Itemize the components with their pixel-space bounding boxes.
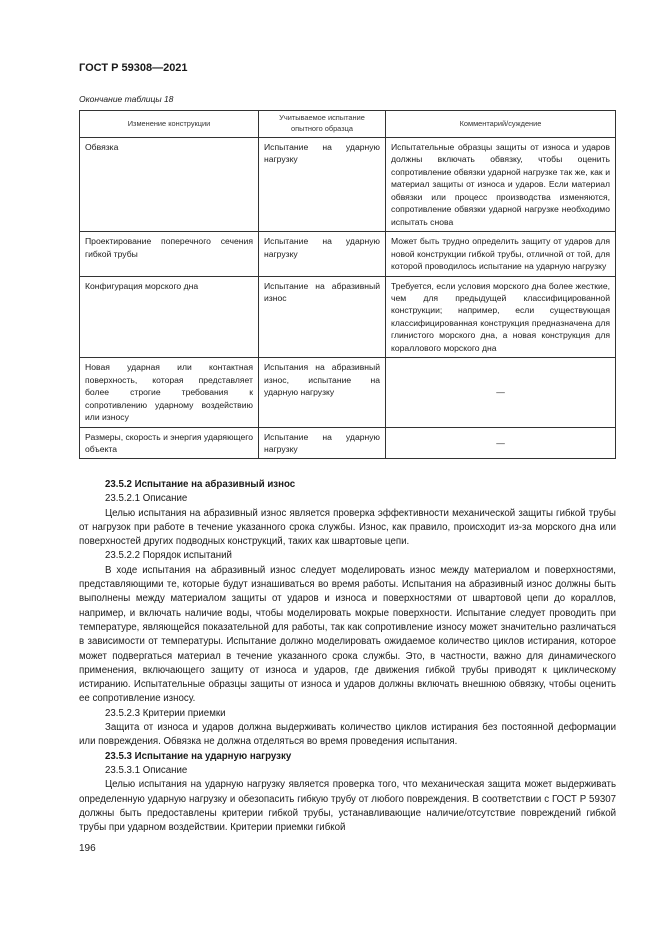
table-cell: Может быть трудно определить защиту от ударов для новой конструкции гибкой трубы, отличной от той, для которой проводилось испытание на ударную нагрузку	[386, 232, 616, 276]
table-cell: Испытательные образцы защиты от износа и ударов должны включать обвязку, чтобы оценить сопротивление обвязки ударной нагрузке так же, как и материал защиты от износа и ударов. Если материал обвязки или процесс производства изменяются, сопротивление обвязки ударной нагрузке необходимо испытать снова	[386, 138, 616, 232]
section-heading: 23.5.3 Испытание на ударную нагрузку	[105, 750, 292, 762]
table-row	[80, 138, 616, 232]
table-row	[80, 427, 616, 459]
table-cell: Испытание на ударную нагрузку	[259, 138, 386, 232]
table-cell: Проектирование поперечного сечения гибкой трубы	[80, 232, 259, 276]
paragraph: В ходе испытания на абразивный износ следует моделировать износ между материалом и поверхностями, представляющими те, которые будут изнашиваться во время работы. Испытания на абразивный износ должны быть выполнены между материалом защиты от ударов и износа и поверхностями от швартовой цепи до кораллов, например, и включать наличие воды, чтобы моделировать мокрые поверхности. Испытание следует проводить при температуре, являющейся показательной для работы, так как сопротивление износу может значительно различаться в зависимости от температуры. Испытание должно моделировать ожидаемое количество циклов истирания, которое может подвергаться материал в течение указанного срока службы. Это, в частности, важно для динамического применения, включающего защиту от износа и ударов, где движения гибкой трубы приводят к циклическому истиранию. Испытательные образцы защиты от износа и ударов должны включать внешнюю обвязку, чтобы оценить ее сопротивление износу.	[79, 564, 616, 705]
column-header-change: Изменение конструкции	[80, 111, 259, 138]
table-cell: Испытания на абразивный износ, испытание на ударную нагрузку	[259, 358, 386, 427]
column-header-test: Учитываемое испытание опытного образца	[259, 111, 386, 138]
subsection-title: 23.5.2.3 Критерии приемки	[105, 707, 226, 719]
paragraph: Защита от износа и ударов должна выдерживать количество циклов истирания без постоянной деформации или повреждения. Обвязка не должна отделяться во время проведения испытания.	[79, 722, 616, 748]
column-header-comment: Комментарий/суждение	[386, 111, 616, 138]
table-row	[80, 276, 616, 358]
table-row	[80, 232, 616, 276]
subsection-title: 23.5.2.2 Порядок испытаний	[105, 550, 232, 562]
table-cell: Конфигурация морского дна	[80, 276, 259, 358]
table-cell: Размеры, скорость и энергия ударяющего объекта	[80, 427, 259, 459]
requirements-table	[79, 110, 616, 459]
table-cell: Испытание на ударную нагрузку	[259, 232, 386, 276]
table-header-row	[80, 111, 616, 138]
paragraph: Целью испытания на абразивный износ является проверка эффективности механической защиты гибкой трубы от нагрузок при работе в течение указанного срока службы. Износ, как правило, происходит из-за морского дна или поверхностей других подводных конструкций, таких как швартовые цепи.	[79, 507, 616, 548]
page-number: 196	[79, 843, 96, 854]
paragraph: Целью испытания на ударную нагрузку является проверка того, что механическая защита может выдерживать определенную ударную нагрузку и обезопасить гибкую трубу от любого повреждения. В соответствии с ГОСТ Р 59307 должны быть предоставлены критерии гибкой трубы, устанавливающие наличие/отсутствие повреждений гибкой трубы при ударном воздействии. Критерии приемки гибкой	[79, 779, 616, 834]
table-cell: Обвязка	[80, 138, 259, 232]
table-cell: Новая ударная или контактная поверхность, которая представляет более строгие требования к сопротивлению ударному воздействию или износу	[80, 358, 259, 427]
table-row	[80, 358, 616, 427]
subsection-title: 23.5.2.1 Описание	[105, 493, 188, 505]
section-heading: 23.5.2 Испытание на абразивный износ	[105, 479, 296, 490]
table-cell: Требуется, если условия морского дна более жесткие, чем для предыдущей классифицированной конструкции; например, если существующая классифицированная конструкция предназначена для глинистого морского дна, а новая конструкция для кораллового морского дна	[386, 276, 616, 358]
table-cell: —	[386, 427, 616, 459]
table-cell: Испытание на ударную нагрузку	[259, 427, 386, 459]
table-cell: —	[386, 358, 616, 427]
table-caption: Окончание таблицы 18	[79, 94, 174, 104]
table-cell: Испытание на абразивный износ	[259, 276, 386, 358]
subsection-title: 23.5.3.1 Описание	[105, 764, 188, 776]
standard-id: ГОСТ Р 59308—2021	[79, 62, 188, 74]
body-text	[79, 478, 616, 835]
